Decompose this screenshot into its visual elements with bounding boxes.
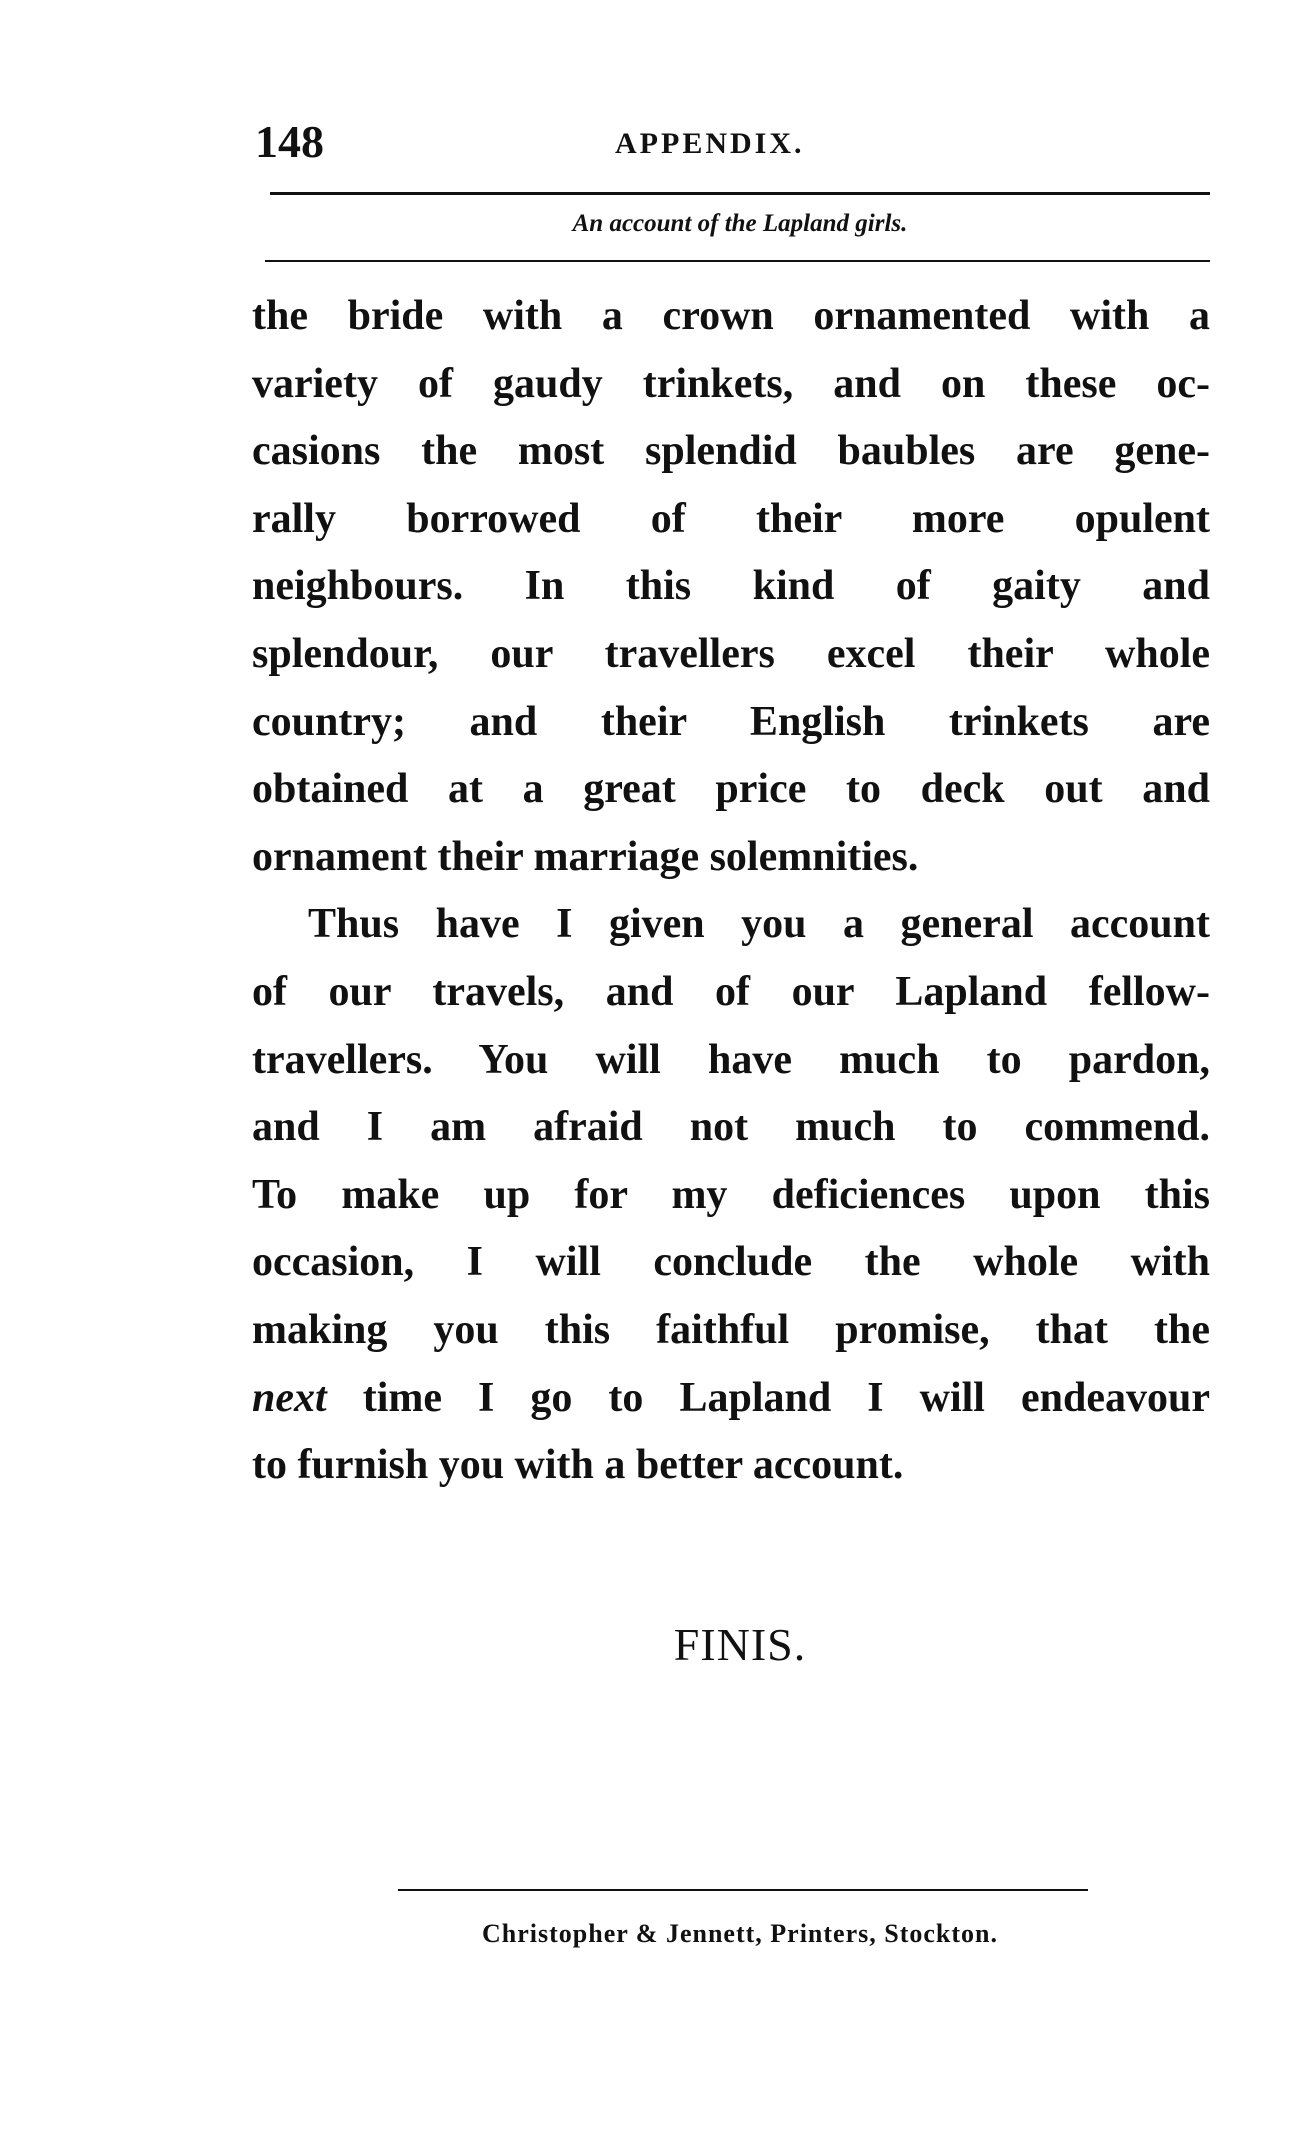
section-subhead: An account of the Lapland girls. — [572, 210, 908, 237]
text-line-italic-start — [252, 1365, 1210, 1433]
text-line: country; and their English trinkets are — [252, 698, 1210, 745]
text-line: occasion, I will conclude the whole with — [252, 1239, 1210, 1286]
text-line: making you this faithful promise, that the — [252, 1306, 1210, 1353]
text-line: of our travels, and of our Lapland fellow- — [252, 968, 1210, 1015]
page-header — [255, 112, 1210, 172]
finis-heading: FINIS. — [673, 1619, 807, 1670]
text-line: variety of gaudy trinkets, and on these oc- — [252, 360, 1210, 407]
text-line: neighbours. In this kind of gaity and — [252, 563, 1210, 610]
text-line: To make up for my deficiences upon this — [252, 1171, 1210, 1218]
text-line: splendour, our travellers excel their whole — [252, 630, 1210, 677]
text-line: obtained at a great price to deck out and — [252, 766, 1210, 813]
text-line: ornament their marriage solemnities. — [252, 833, 919, 880]
final-text-line: to furnish you with a better account. — [252, 1442, 904, 1489]
italic-word: next — [252, 1374, 327, 1421]
imprint-rule — [398, 1889, 1088, 1891]
page-number: 148 — [255, 116, 324, 167]
header-rule — [270, 192, 1210, 195]
body-text — [252, 283, 1210, 1500]
running-head: APPENDIX. — [615, 127, 805, 160]
line-rest: time I go to Lapland I will endeavour — [326, 1374, 1210, 1421]
text-line: and I am afraid not much to commend. — [252, 1104, 1210, 1151]
text-line: the bride with a crown ornamented with a — [252, 293, 1210, 339]
paragraph-start-line: Thus have I given you a general account — [308, 901, 1210, 948]
printer-imprint: Christopher & Jennett, Printers, Stockton. — [482, 1919, 998, 1948]
text-line: casions the most splendid baubles are gene- — [252, 428, 1210, 475]
text-line: rally borrowed of their more opulent — [252, 495, 1210, 542]
text-line: travellers. You will have much to pardon, — [252, 1036, 1210, 1083]
subhead-rule — [265, 260, 1210, 262]
